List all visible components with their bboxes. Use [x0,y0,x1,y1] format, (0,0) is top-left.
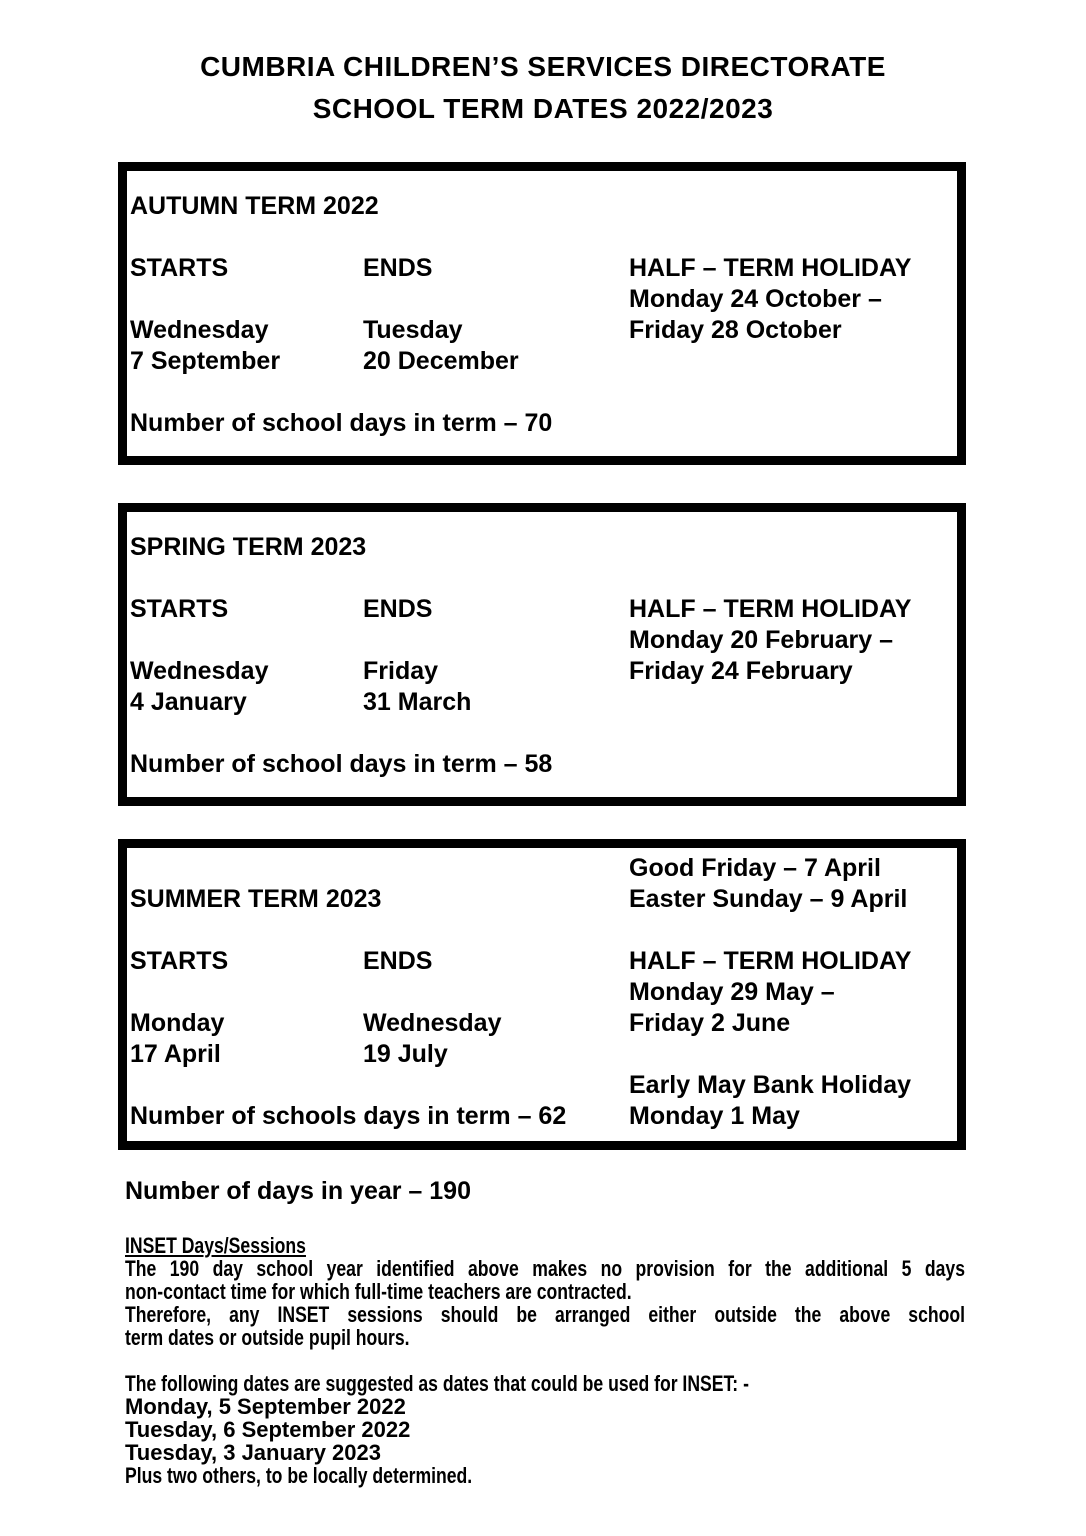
spacer [130,718,957,749]
inset-paragraph-2-line-2: term dates or outside pupil hours. [125,1325,410,1350]
spring-half-term-label: HALF – TERM HOLIDAY [629,595,912,623]
inset-paragraph-2-line-1: Therefore, any INSET sessions should be arranged either outside the above school [125,1302,965,1327]
summer-starts-label: STARTS [130,947,229,975]
summer-days-in-term: Number of schools days in term – 62 [130,1102,567,1130]
autumn-half-term-label: HALF – TERM HOLIDAY [629,254,912,282]
summer-half-term-line1: Monday 29 May – [629,978,835,1006]
inset-suggested-dates-list [125,1395,1086,1464]
spring-days-row [130,656,957,687]
autumn-term-box [118,162,966,465]
spring-ends-date: 31 March [363,688,472,716]
inset-section [125,1234,1086,1487]
title-line-2: SCHOOL TERM DATES 2022/2023 [312,93,774,124]
inset-heading: INSET Days/Sessions [125,1233,306,1258]
days-in-year-total: Number of days in year – 190 [125,1177,471,1205]
spring-days-in-term: Number of school days in term – 58 [130,750,553,778]
spacer [130,222,957,253]
summer-bank-holiday-line2: Monday 1 May [629,1102,800,1130]
summer-half-term-row-1 [130,977,957,1008]
autumn-days-in-term: Number of school days in term – 70 [130,409,553,437]
summer-half-term-line2: Friday 2 June [629,1009,791,1037]
spring-half-term-line2: Friday 24 February [629,657,853,685]
summer-ends-date: 19 July [363,1040,448,1068]
autumn-ends-day: Tuesday [363,316,463,344]
inset-paragraph-1-line-1: The 190 day school year identified above makes no provision for the additional 5 days [125,1256,965,1281]
spring-ends-day: Friday [363,657,439,685]
spacer [130,377,957,408]
spring-days-in-term-row [130,749,957,780]
summer-term-title: SUMMER TERM 2023 [130,885,382,913]
title-line-1: CUMBRIA CHILDREN’S SERVICES DIRECTORATE [200,51,886,82]
summer-good-friday: Good Friday – 7 April [629,854,881,882]
autumn-term-title: AUTUMN TERM 2022 [130,192,379,220]
inset-paragraph-1 [125,1257,965,1303]
inset-suggested-date-1: Monday, 5 September 2022 [125,1394,406,1419]
spring-half-term-row-1 [130,625,957,656]
summer-bank-holiday-row-1 [130,1070,957,1101]
autumn-half-term-line2: Friday 28 October [629,316,842,344]
summer-half-term-label: HALF – TERM HOLIDAY [629,947,912,975]
autumn-starts-date: 7 September [130,347,281,375]
autumn-half-term-line1: Monday 24 October – [629,285,882,313]
autumn-half-term-row-1 [130,284,957,315]
inset-outro: Plus two others, to be locally determined. [125,1463,473,1488]
spring-ends-label: ENDS [363,595,433,623]
summer-starts-day: Monday [130,1009,225,1037]
autumn-starts-label: STARTS [130,254,229,282]
spring-half-term-line1: Monday 20 February – [629,626,893,654]
summer-days-in-term-row [130,1101,957,1132]
inset-paragraph-1-line-2: non-contact time for which full-time teachers are contracted. [125,1279,632,1304]
autumn-term-title-row [130,191,957,222]
summer-term-title-row [130,884,957,915]
autumn-starts-day: Wednesday [130,316,269,344]
autumn-ends-date: 20 December [363,347,519,375]
autumn-days-row [130,315,957,346]
spring-term-box [118,503,966,806]
summer-good-friday-row [130,853,957,884]
autumn-column-headers-row [130,253,957,284]
spring-starts-date: 4 January [130,688,247,716]
spring-term-title: SPRING TERM 2023 [130,533,367,561]
spring-column-headers-row [130,594,957,625]
spring-term-title-row [130,532,957,563]
summer-bank-holiday-line1: Early May Bank Holiday [629,1071,912,1099]
autumn-days-in-term-row [130,408,957,439]
summer-column-headers-row [130,946,957,977]
spacer [130,915,957,946]
spacer [130,563,957,594]
inset-paragraph-2 [125,1303,965,1349]
inset-suggested-date-3: Tuesday, 3 January 2023 [125,1440,381,1465]
spring-starts-label: STARTS [130,595,229,623]
inset-suggested-dates-intro: The following dates are suggested as dates that could be used for INSET: - [125,1371,749,1396]
summer-term-box [118,839,966,1150]
summer-dates-row [130,1039,957,1070]
summer-ends-day: Wednesday [363,1009,502,1037]
spring-starts-day: Wednesday [130,657,269,685]
summer-ends-label: ENDS [363,947,433,975]
summer-starts-date: 17 April [130,1040,221,1068]
summer-easter-sunday: Easter Sunday – 9 April [629,885,908,913]
summer-days-row [130,1008,957,1039]
document-title [0,0,1086,130]
autumn-dates-row [130,346,957,377]
inset-suggested-date-2: Tuesday, 6 September 2022 [125,1417,411,1442]
autumn-ends-label: ENDS [363,254,433,282]
spring-dates-row [130,687,957,718]
